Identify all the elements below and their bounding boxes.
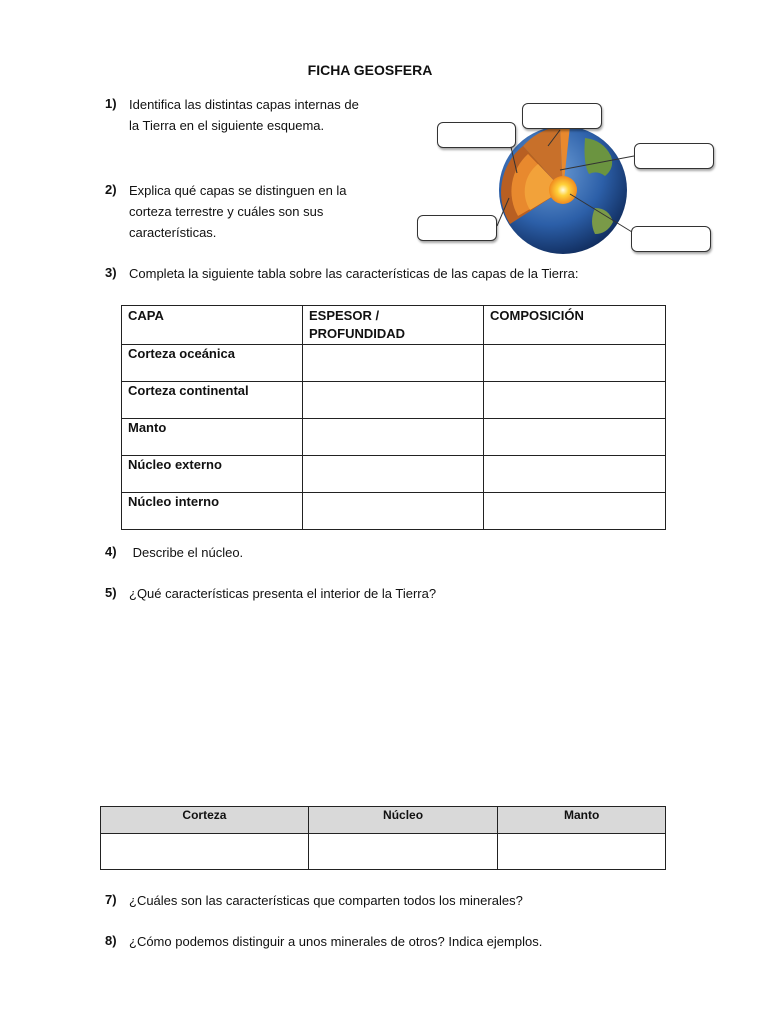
table-row <box>122 419 666 456</box>
label-box-4[interactable] <box>417 215 497 241</box>
table-row <box>101 834 666 870</box>
answer-cell[interactable] <box>303 345 484 382</box>
question-3-text: Completa la siguiente tabla sobre las características de las capas de la Tierra: <box>129 266 579 281</box>
header-espesor: ESPESOR / PROFUNDIDAD <box>303 306 484 345</box>
label-box-1[interactable] <box>437 122 516 148</box>
answer-cell[interactable] <box>303 382 484 419</box>
answer-cell[interactable] <box>484 382 666 419</box>
question-1-line-2: la Tierra en el siguiente esquema. <box>129 118 325 133</box>
header-nucleo: Núcleo <box>308 807 497 834</box>
header-corteza: Corteza <box>101 807 309 834</box>
answer-cell[interactable] <box>484 419 666 456</box>
parts-table-header <box>101 807 666 834</box>
label-box-5[interactable] <box>631 226 711 252</box>
table-row <box>122 456 666 493</box>
header-capa: CAPA <box>122 306 303 345</box>
answer-cell[interactable] <box>308 834 497 870</box>
label-box-2[interactable] <box>522 103 602 129</box>
question-4-text: Describe el núcleo. <box>129 545 244 560</box>
answer-cell[interactable] <box>303 493 484 530</box>
answer-cell[interactable] <box>498 834 666 870</box>
answer-cell[interactable] <box>484 345 666 382</box>
parts-table <box>100 806 666 870</box>
layers-table-header <box>122 306 666 345</box>
question-2-line-1: Explica qué capas se distinguen en la <box>129 183 347 198</box>
question-1-number: 1) <box>105 96 117 111</box>
question-2-line-3: características. <box>129 225 217 240</box>
answer-cell[interactable] <box>303 419 484 456</box>
layers-table <box>121 305 666 530</box>
row-label: Manto <box>122 419 303 456</box>
question-8-number: 8) <box>105 933 117 948</box>
question-1-line-1: Identifica las distintas capas internas de <box>129 97 359 112</box>
question-5-number: 5) <box>105 585 117 600</box>
table-row <box>122 382 666 419</box>
row-label: Corteza oceánica <box>122 345 303 382</box>
question-8-text: ¿Cómo podemos distinguir a unos minerales de otros? Indica ejemplos. <box>129 934 543 949</box>
answer-cell[interactable] <box>303 456 484 493</box>
row-label: Corteza continental <box>122 382 303 419</box>
question-1-text <box>129 94 359 136</box>
answer-cell[interactable] <box>484 456 666 493</box>
question-3-number: 3) <box>105 265 117 280</box>
header-composicion: COMPOSICIÓN <box>484 306 666 345</box>
page-title: FICHA GEOSFERA <box>307 62 433 78</box>
question-2-line-2: corteza terrestre y cuáles son sus <box>129 204 324 219</box>
question-7-number: 7) <box>105 892 117 907</box>
label-box-3[interactable] <box>634 143 714 169</box>
row-label: Núcleo interno <box>122 493 303 530</box>
question-5-text: ¿Qué características presenta el interior de la Tierra? <box>129 586 437 601</box>
question-7-text: ¿Cuáles son las características que comparten todos los minerales? <box>129 893 523 908</box>
answer-cell[interactable] <box>484 493 666 530</box>
table-row <box>122 493 666 530</box>
header-manto: Manto <box>498 807 666 834</box>
table-row <box>122 345 666 382</box>
row-label: Núcleo externo <box>122 456 303 493</box>
question-4-number: 4) <box>105 544 117 559</box>
question-2-number: 2) <box>105 182 117 197</box>
question-2-text <box>129 180 347 243</box>
answer-cell[interactable] <box>101 834 309 870</box>
